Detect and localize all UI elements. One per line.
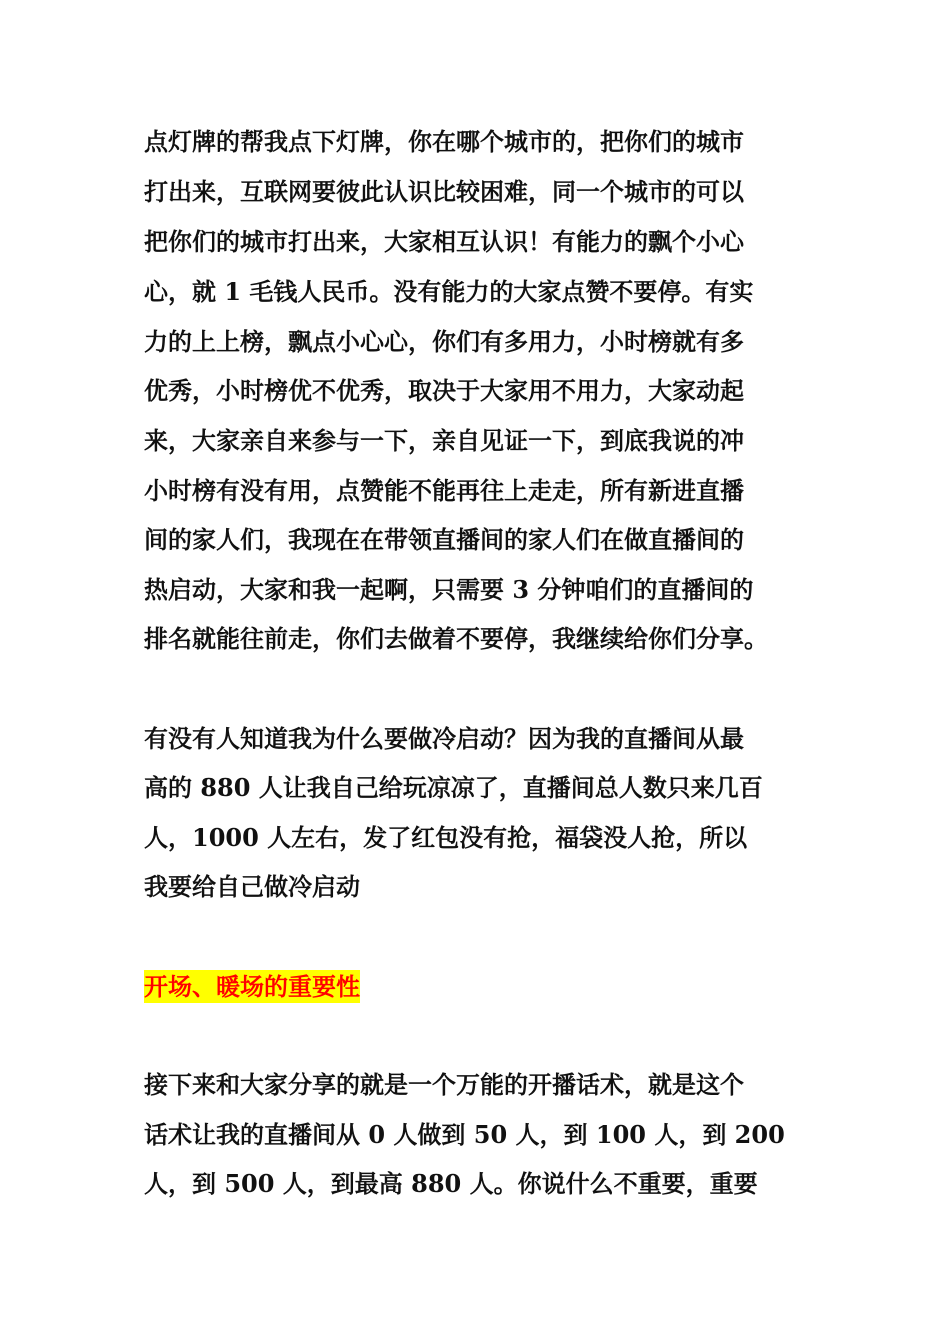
text-line: 人，1000 人左右，发了红包没有抢，福袋没人抢，所以 — [144, 823, 748, 852]
text-line: 力的上上榜，飘点小心心，你们有多用力，小时榜就有多 — [144, 327, 744, 356]
text-line: 高的 880 人让我自己给玩凉凉了，直播间总人数只来几百 — [144, 773, 763, 802]
text-line: 点灯牌的帮我点下灯牌，你在哪个城市的，把你们的城市 — [144, 127, 744, 156]
text-line: 有没有人知道我为什么要做冷启动？因为我的直播间从最 — [144, 724, 744, 753]
text-line: 间的家人们，我现在在带领直播间的家人们在做直播间的 — [144, 525, 744, 554]
text-line: 优秀，小时榜优不优秀，取决于大家用不用力，大家动起 — [144, 376, 744, 405]
text-line: 排名就能往前走，你们去做着不要停，我继续给你们分享。 — [144, 624, 768, 653]
text-line: 小时榜有没有用，点赞能不能再往上走走，所有新进直播 — [144, 476, 744, 505]
text-line: 人，到 500 人，到最高 880 人。你说什么不重要，重要 — [144, 1169, 758, 1198]
text-line: 我要给自己做冷启动 — [144, 872, 360, 901]
text-line: 话术让我的直播间从 0 人做到 50 人，到 100 人，到 200 — [144, 1120, 785, 1149]
text-line: 热启动，大家和我一起啊，只需要 3 分钟咱们的直播间的 — [144, 575, 754, 604]
text-line: 心，就 1 毛钱人民币。没有能力的大家点赞不要停。有实 — [144, 277, 754, 306]
text-line: 来，大家亲自来参与一下，亲自见证一下，到底我说的冲 — [144, 426, 744, 455]
text-line: 把你们的城市打出来，大家相互认识！有能力的飘个小心 — [144, 227, 744, 256]
text-line: 打出来，互联网要彼此认识比较困难，同一个城市的可以 — [144, 177, 744, 206]
text-line: 接下来和大家分享的就是一个万能的开播话术，就是这个 — [144, 1070, 744, 1099]
section-heading: 开场、暖场的重要性 — [144, 972, 360, 1001]
section-heading-container — [144, 967, 360, 1007]
